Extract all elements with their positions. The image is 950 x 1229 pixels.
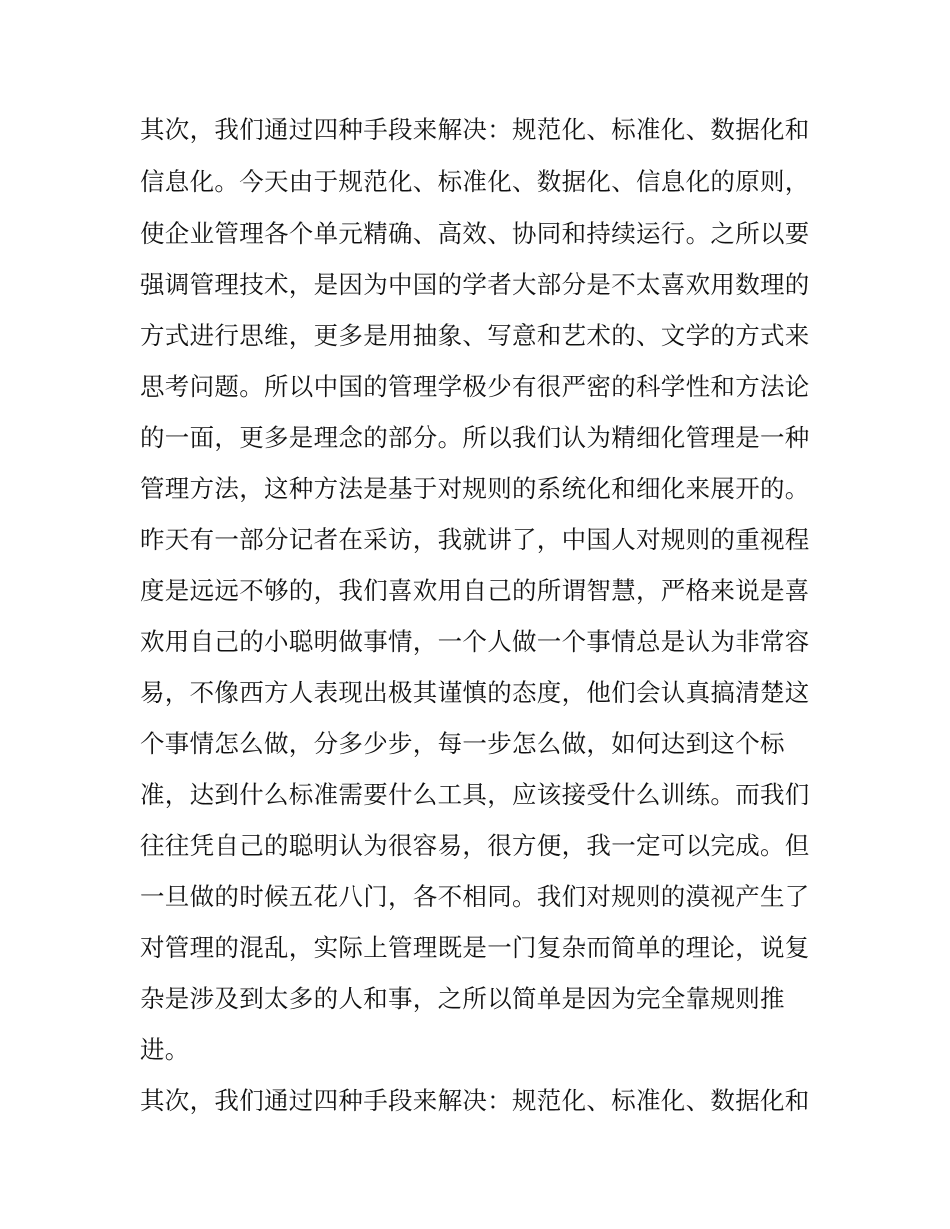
text-line: 昨天有一部分记者在采访，我就讲了，中国人对规则的重视程 xyxy=(140,525,810,554)
text-line: 对管理的混乱，实际上管理既是一门复杂而简单的理论，说复 xyxy=(140,933,810,962)
text-line: 杂是涉及到太多的人和事，之所以简单是因为完全靠规则推 xyxy=(140,984,785,1013)
text-line: 往往凭自己的聪明认为很容易，很方便，我一定可以完成。但 xyxy=(140,831,810,860)
text-line: 准，达到什么标准需要什么工具，应该接受什么训练。而我们 xyxy=(140,780,810,809)
text-line: 强调管理技术，是因为中国的学者大部分是不太喜欢用数理的 xyxy=(140,270,810,299)
text-line: 进。 xyxy=(140,1035,190,1064)
text-line: 使企业管理各个单元精确、高效、协同和持续运行。之所以要 xyxy=(140,219,810,248)
text-line: 度是远远不够的，我们喜欢用自己的所谓智慧，严格来说是喜 xyxy=(140,576,810,605)
text-line: 的一面，更多是理念的部分。所以我们认为精细化管理是一种 xyxy=(140,423,810,452)
text-line: 个事情怎么做，分多少步，每一步怎么做，如何达到这个标 xyxy=(140,729,785,758)
text-line: 信息化。今天由于规范化、标准化、数据化、信息化的原则， xyxy=(140,167,810,196)
text-line: 管理方法，这种方法是基于对规则的系统化和细化来展开的。 xyxy=(140,474,810,503)
text-line: 其次，我们通过四种手段来解决：规范化、标准化、数据化和 xyxy=(140,115,810,144)
text-line: 其次，我们通过四种手段来解决：规范化、标准化、数据化和 xyxy=(140,1086,810,1115)
text-line: 思考问题。所以中国的管理学极少有很严密的科学性和方法论 xyxy=(140,372,810,401)
text-line: 欢用自己的小聪明做事情，一个人做一个事情总是认为非常容 xyxy=(140,627,810,656)
text-line: 一旦做的时候五花八门，各不相同。我们对规则的漠视产生了 xyxy=(140,882,810,911)
text-line: 易，不像西方人表现出极其谨慎的态度，他们会认真搞清楚这 xyxy=(140,678,810,707)
text-line: 方式进行思维，更多是用抽象、写意和艺术的、文学的方式来 xyxy=(140,321,810,350)
